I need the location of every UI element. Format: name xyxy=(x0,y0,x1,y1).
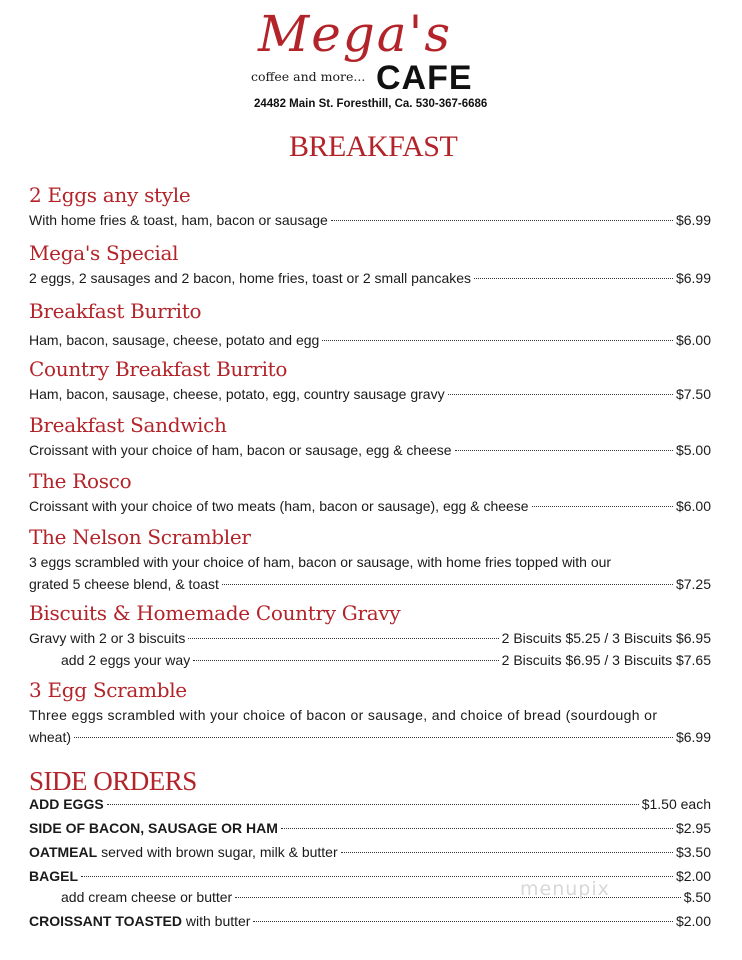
menu-item-desc-line: 3 eggs scrambled with your choice of ham, bacon or sausage, with home fries topped with our xyxy=(29,554,612,570)
menu-item-price: $7.50 xyxy=(675,386,711,402)
side-order-desc: add cream cheese or butter xyxy=(61,889,233,905)
dot-leader xyxy=(235,897,681,898)
side-order-line xyxy=(29,817,711,839)
menu-item-desc: Croissant with your choice of two meats (ham, bacon or sausage), egg & cheese xyxy=(29,498,529,514)
menu-item-line xyxy=(29,383,711,405)
side-order-price: $2.95 xyxy=(675,820,711,836)
menu-item-desc: Ham, bacon, sausage, cheese, potato, egg, country sausage gravy xyxy=(29,386,445,402)
side-order-line xyxy=(29,841,711,863)
dot-leader xyxy=(341,852,673,853)
menu-item xyxy=(29,240,711,289)
menu-item-desc: Croissant with your choice of ham, bacon or sausage, egg & cheese xyxy=(29,442,452,458)
dot-leader xyxy=(81,876,673,877)
menupix-watermark: menupix xyxy=(520,878,610,900)
side-order-name: CROISSANT TOASTED xyxy=(29,913,182,929)
side-orders-title: SIDE ORDERS xyxy=(29,766,197,796)
menu-item-line xyxy=(29,627,711,649)
dot-leader xyxy=(222,584,673,585)
menu-item-name: The Rosco xyxy=(29,469,132,493)
side-order-price: $3.50 xyxy=(675,844,711,860)
menu-item xyxy=(29,677,711,748)
menu-item-name: Biscuits & Homemade Country Gravy xyxy=(29,601,401,625)
side-order-price: $2.00 xyxy=(675,913,711,929)
menu-item-desc: wheat) xyxy=(29,729,72,745)
dot-leader xyxy=(188,638,498,639)
menu-item-desc-line: Three eggs scrambled with your choice of bacon or sausage, and choice of bread (sourdough or xyxy=(29,707,658,723)
logo-tagline: coffee and more... xyxy=(251,69,366,84)
dot-leader xyxy=(193,660,498,661)
menu-item-sub-price: 2 Biscuits $6.95 / 3 Biscuits $7.65 xyxy=(501,652,711,668)
menu-item-price: $7.25 xyxy=(675,576,711,592)
logo-cafe-word: CAFE xyxy=(376,59,473,97)
cafe-logo xyxy=(0,0,742,120)
dot-leader xyxy=(74,737,673,738)
menu-item-line xyxy=(29,209,711,231)
dot-leader xyxy=(322,340,673,341)
side-order-name: OATMEAL xyxy=(29,844,98,860)
cafe-address: 24482 Main St. Foresthill, Ca. 530-367-6686 xyxy=(254,98,488,110)
menu-item-name: Breakfast Burrito xyxy=(29,299,202,323)
side-order-price: $.50 xyxy=(683,889,711,905)
dot-leader xyxy=(474,278,673,279)
menu-item-line xyxy=(29,267,711,289)
menu-item-line xyxy=(29,439,711,461)
menu-item-name: Breakfast Sandwich xyxy=(29,413,227,437)
menu-item-price: 2 Biscuits $5.25 / 3 Biscuits $6.95 xyxy=(501,630,711,646)
side-order-desc: with butter xyxy=(181,913,251,929)
menu-item xyxy=(29,298,711,351)
breakfast-section-title: BREAKFAST xyxy=(289,130,458,163)
logo-script-name: Mega's xyxy=(258,5,453,63)
menu-item xyxy=(29,468,711,517)
dot-leader xyxy=(253,921,672,922)
menu-item-desc: Ham, bacon, sausage, cheese, potato and egg xyxy=(29,332,320,348)
menu-item-price: $6.99 xyxy=(675,270,711,286)
menu-item-line xyxy=(29,329,711,351)
dot-leader xyxy=(448,394,673,395)
side-order-desc: served with brown sugar, milk & butter xyxy=(97,844,338,860)
menu-item-subline xyxy=(29,649,711,671)
menu-item-line xyxy=(29,726,711,748)
menu-item xyxy=(29,524,711,595)
menu-item-desc: With home fries & toast, ham, bacon or sausage xyxy=(29,212,328,228)
menu-item-price: $6.00 xyxy=(675,332,711,348)
menu-item-price: $6.99 xyxy=(675,729,711,745)
menu-item-name: Mega's Special xyxy=(29,241,179,265)
menu-item xyxy=(29,182,711,231)
menu-item-desc: grated 5 cheese blend, & toast xyxy=(29,576,219,592)
menu-item-price: $6.00 xyxy=(675,498,711,514)
side-order-line xyxy=(29,793,711,815)
side-order-line xyxy=(29,910,711,932)
side-order-price: $1.50 each xyxy=(641,796,711,812)
dot-leader xyxy=(455,450,673,451)
menu-item-desc: 2 eggs, 2 sausages and 2 bacon, home fries, toast or 2 small pancakes xyxy=(29,270,472,286)
menu-item xyxy=(29,356,711,405)
menu-item-name: 3 Egg Scramble xyxy=(29,678,187,702)
menu-item-name: The Nelson Scrambler xyxy=(29,525,251,549)
dot-leader xyxy=(331,220,673,221)
side-order-name: SIDE OF BACON, SAUSAGE OR HAM xyxy=(29,820,278,836)
menu-item xyxy=(29,412,711,461)
menu-item-desc: Gravy with 2 or 3 biscuits xyxy=(29,630,186,646)
side-order-name: ADD EGGS xyxy=(29,796,104,812)
menu-item-name: 2 Eggs any style xyxy=(29,183,191,207)
menu-item-sub-desc: add 2 eggs your way xyxy=(61,652,191,668)
menu-item xyxy=(29,600,711,671)
menu-item-price: $5.00 xyxy=(675,442,711,458)
menu-item-price: $6.99 xyxy=(675,212,711,228)
dot-leader xyxy=(532,506,673,507)
menu-item-name: Country Breakfast Burrito xyxy=(29,357,288,381)
menu-item-line xyxy=(29,573,711,595)
side-order-name: BAGEL xyxy=(29,868,78,884)
dot-leader xyxy=(107,804,639,805)
dot-leader xyxy=(281,828,673,829)
side-order-price: $2.00 xyxy=(675,868,711,884)
menu-item-line xyxy=(29,495,711,517)
